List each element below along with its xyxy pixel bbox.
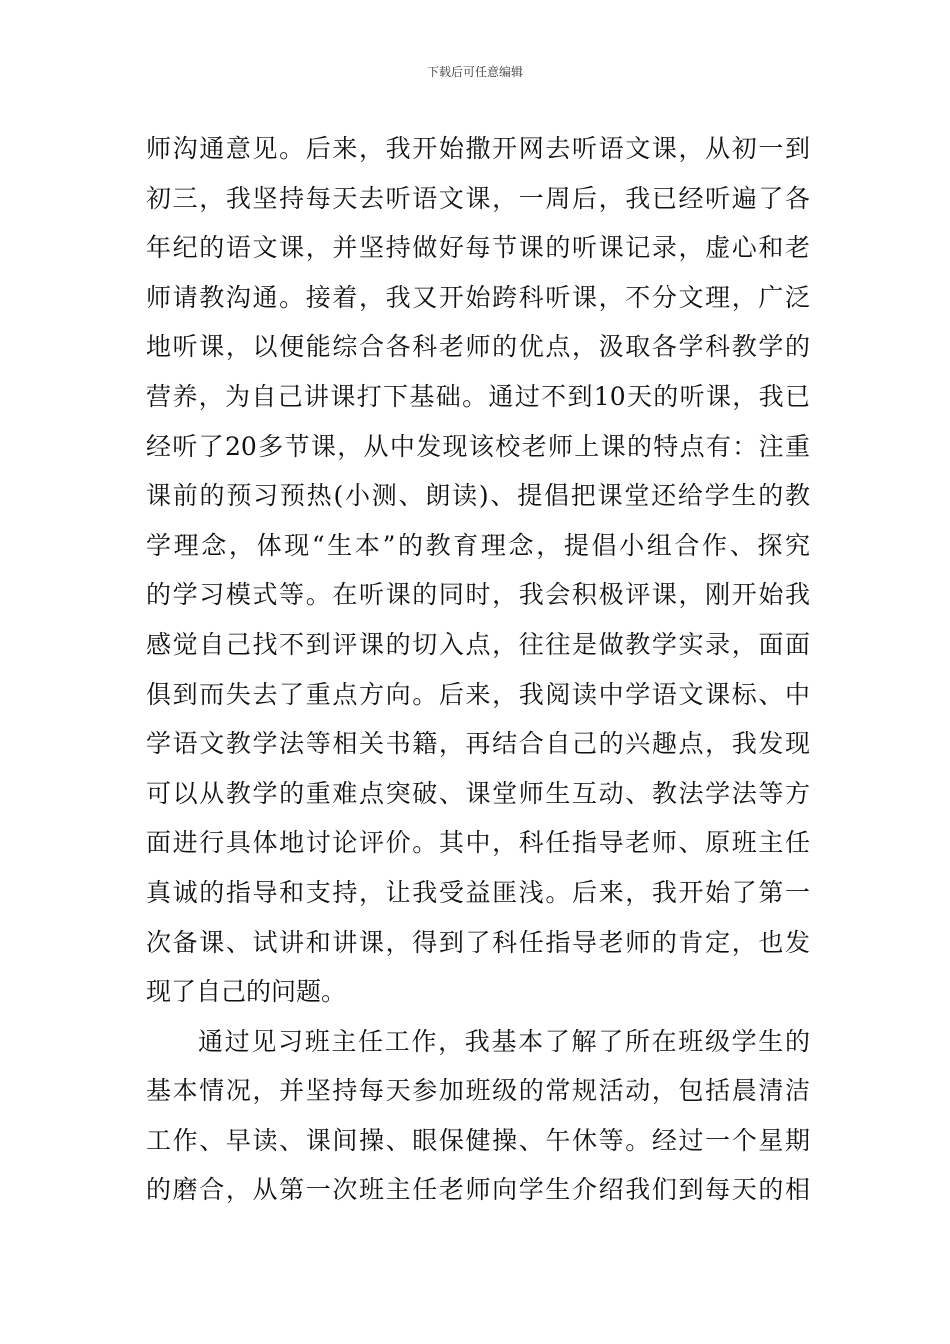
- document-body: [146, 124, 810, 1215]
- text-line: 师沟通意见。后来，我开始撒开网去听语文课，从初一到: [146, 134, 810, 163]
- text-line: 基本情况，并坚持每天参加班级的常规活动，包括晨清洁: [146, 1076, 810, 1106]
- text-line: 工作、早读、课间操、眼保健操、午休等。经过一个星期: [146, 1125, 810, 1155]
- text-line: 初三，我坚持每天去听语文课，一周后，我已经听遍了各: [146, 183, 810, 213]
- text-line: 通过见习班主任工作，我基本了解了所在班级学生的: [198, 1026, 810, 1056]
- text-line: 经听了20多节课，从中发现该校老师上课的特点有：注重: [146, 431, 810, 461]
- text-line: 课前的预习预热(小测、朗读)、提倡把课堂还给学生的教: [146, 481, 810, 511]
- text-line: 俱到而失去了重点方向。后来，我阅读中学语文课标、中: [146, 679, 810, 709]
- text-line: 次备课、试讲和讲课，得到了科任指导老师的肯定，也发: [146, 927, 810, 957]
- text-line: 的学习模式等。在听课的同时，我会积极评课，刚开始我: [146, 580, 810, 610]
- text-line: 可以从教学的重难点突破、课堂师生互动、教法学法等方: [146, 778, 810, 808]
- paragraph: [146, 124, 810, 1017]
- text-line: 学理念，体现“生本”的教育理念，提倡小组合作、探究: [146, 530, 810, 560]
- text-line: 师请教沟通。接着，我又开始跨科听课，不分文理，广泛: [146, 282, 810, 312]
- text-line: 感觉自己找不到评课的切入点，往往是做教学实录，面面: [146, 629, 810, 659]
- text-line: 学语文教学法等相关书籍，再结合自己的兴趣点，我发现: [146, 729, 810, 759]
- text-line: 地听课，以便能综合各科老师的优点，汲取各学科教学的: [146, 332, 810, 362]
- text-line: 年纪的语文课，并坚持做好每节课的听课记录，虚心和老: [146, 233, 810, 263]
- text-line: 现了自己的问题。: [146, 977, 347, 1007]
- text-line: 面进行具体地讨论评价。其中，科任指导老师、原班主任: [146, 828, 810, 858]
- text-line: 真诚的指导和支持，让我受益匪浅。后来，我开始了第一: [146, 877, 810, 907]
- text-line: 的磨合，从第一次班主任老师向学生介绍我们到每天的相: [146, 1175, 810, 1205]
- page-header: 下载后可任意编辑: [426, 65, 523, 79]
- paragraph: [146, 1017, 810, 1215]
- text-line: 营养，为自己讲课打下基础。通过不到10天的听课，我已: [146, 381, 810, 411]
